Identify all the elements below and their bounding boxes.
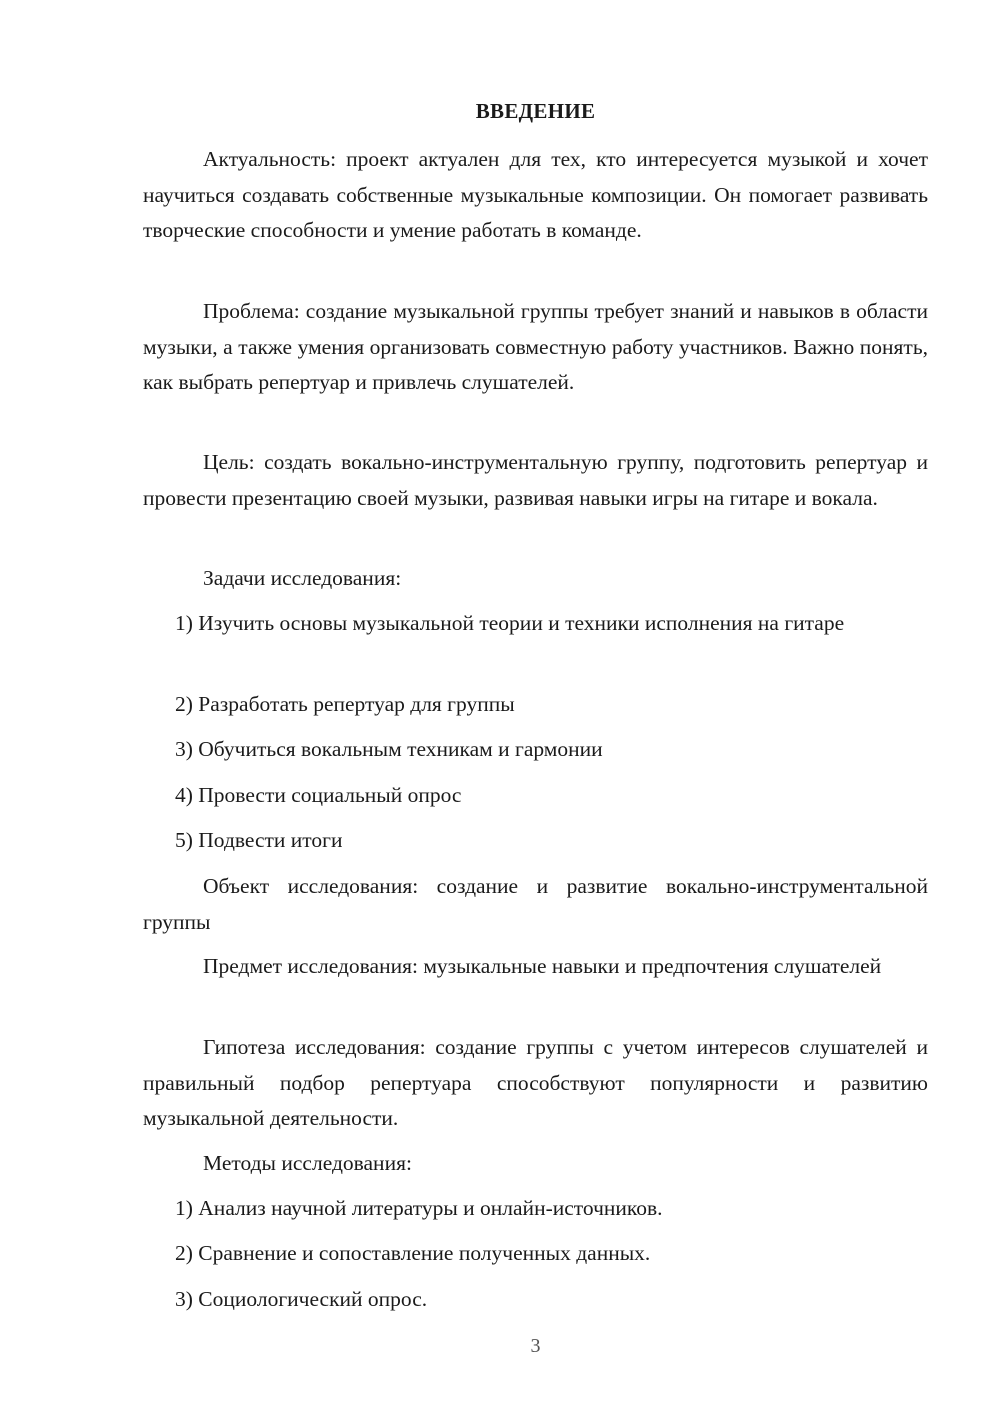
paragraph-object: Объект исследования: создание и развитие вокально-инструментальной группы (143, 874, 928, 934)
list-item-task-1: 1) Изучить основы музыкальной теории и техники исполнения на гитаре (175, 611, 845, 635)
list-item-method-3: 3) Социологический опрос. (175, 1287, 428, 1311)
paragraph-problem: Проблема: создание музыкальной группы требует знаний и навыков в области музыки, а также умения организовать совместную работу участников. Важно понять, как выбрать репертуар и привлечь слушателей. (143, 299, 928, 394)
paragraph-goal: Цель: создать вокально-инструментальную группу, подготовить репертуар и провести презентацию своей музыки, развивая навыки игры на гитаре и вокала. (143, 450, 928, 510)
list-item-task-2: 2) Разработать репертуар для группы (175, 692, 515, 716)
paragraph-hypothesis: Гипотеза исследования: создание группы с учетом интересов слушателей и правильный подбор репертуара способствуют популярности и развитию музыкальной деятельности. (143, 1035, 928, 1130)
list-item-task-5: 5) Подвести итоги (175, 828, 343, 852)
list-item-method-2: 2) Сравнение и сопоставление полученных данных. (175, 1241, 651, 1265)
list-item-task-3: 3) Обучиться вокальным техникам и гармонии (175, 737, 603, 761)
paragraph-methods-heading: Методы исследования: (203, 1151, 412, 1175)
paragraph-tasks-heading: Задачи исследования: (203, 566, 402, 590)
page-number: 3 (530, 1335, 541, 1357)
list-item-method-1: 1) Анализ научной литературы и онлайн-источников. (175, 1196, 663, 1220)
list-item-task-4: 4) Провести социальный опрос (175, 783, 462, 807)
paragraph-subject: Предмет исследования: музыкальные навыки и предпочтения слушателей (203, 954, 882, 978)
page-title: ВВЕДЕНИЕ (475, 99, 596, 123)
paragraph-relevance: Актуальность: проект актуален для тех, кто интересуется музыкой и хочет научиться создавать собственные музыкальные композиции. Он помогает развивать творческие способности и умение работать в команде. (143, 147, 928, 242)
